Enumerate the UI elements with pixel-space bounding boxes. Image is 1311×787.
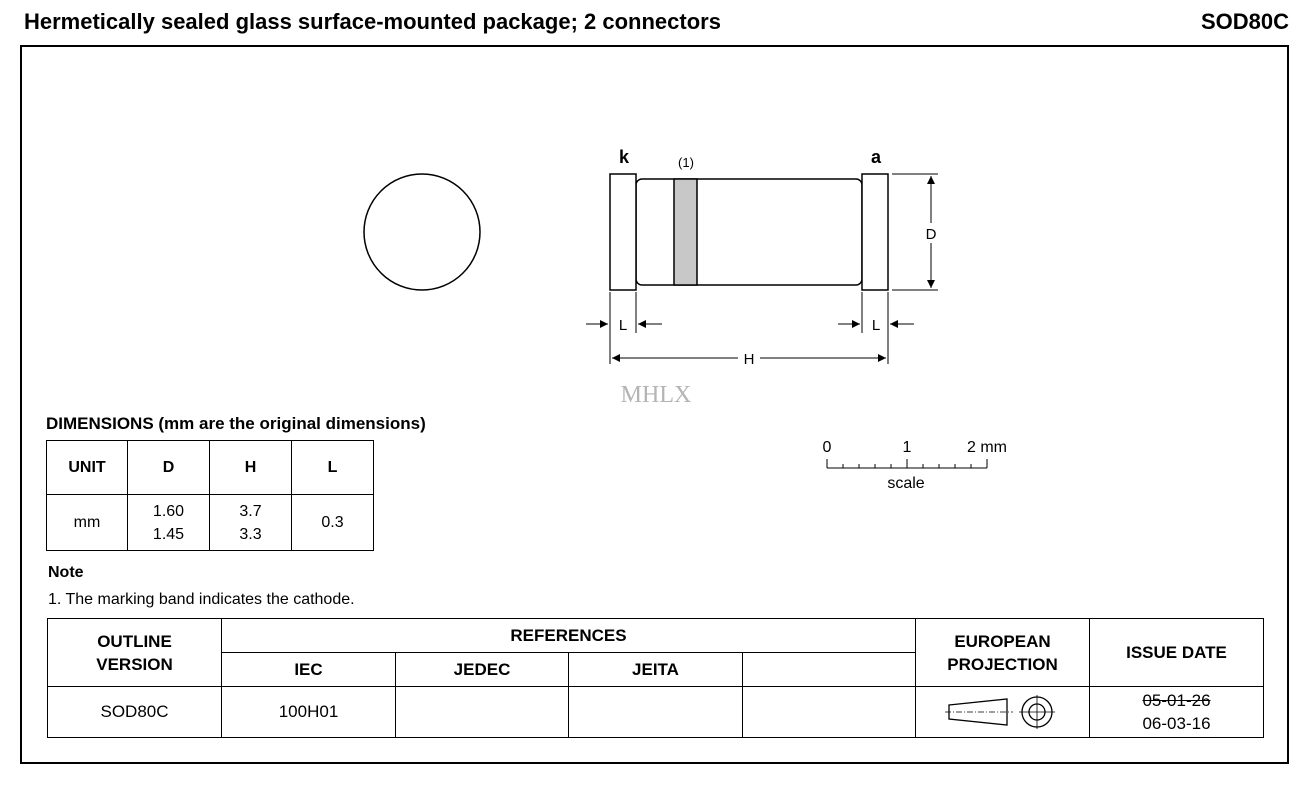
dim-h-max: 3.7 xyxy=(239,502,262,520)
dim-h-min: 3.3 xyxy=(239,525,262,543)
dim-h-value xyxy=(210,495,292,551)
issue-date-old: 05-01-26 xyxy=(1142,691,1211,710)
european-projection-header xyxy=(916,619,1090,687)
dim-l-value: 0.3 xyxy=(292,495,374,551)
anode-connector xyxy=(862,174,888,290)
body-outline xyxy=(636,179,862,285)
dim-unit-value: mm xyxy=(47,495,128,551)
scale-bar xyxy=(827,459,987,468)
blank-reference-header xyxy=(743,653,916,687)
dimensions-table xyxy=(46,440,374,551)
european-header-line1: EUROPEAN xyxy=(954,631,1051,651)
end-view-circle xyxy=(364,174,480,290)
extra-reference-value xyxy=(743,687,916,738)
outline-version-header xyxy=(48,619,222,687)
dim-l-right: L xyxy=(871,317,881,334)
cathode-connector xyxy=(610,174,636,290)
dim-header-d: D xyxy=(128,441,210,495)
dim-header-h: H xyxy=(210,441,292,495)
outline-header-line2: VERSION xyxy=(96,654,173,674)
dim-l-left: L xyxy=(618,317,628,334)
scale-label-0: 0 xyxy=(822,439,832,456)
jeita-header: JEITA xyxy=(569,653,743,687)
jedec-value xyxy=(396,687,569,738)
note-title: Note xyxy=(48,564,84,581)
scale-label-1: 1 xyxy=(902,439,912,456)
iec-value: 100H01 xyxy=(222,687,396,738)
issue-date-new: 06-03-16 xyxy=(1142,714,1211,733)
issue-date-header: ISSUE DATE xyxy=(1090,619,1264,687)
document-title: Hermetically sealed glass surface-mounted package; 2 connectors xyxy=(24,9,721,34)
anode-label: a xyxy=(870,147,882,167)
watermark: MHLX xyxy=(620,382,692,408)
references-header: REFERENCES xyxy=(222,619,916,653)
dim-d-min: 1.45 xyxy=(152,525,185,543)
dim-d-max: 1.60 xyxy=(152,502,185,520)
band-note-ref: (1) xyxy=(678,155,694,170)
dimensions-title: DIMENSIONS (mm are the original dimensions) xyxy=(46,414,426,433)
cathode-band xyxy=(674,179,697,285)
references-table xyxy=(47,618,1264,738)
scale-label-2: 2 mm xyxy=(967,439,1007,456)
dim-header-unit: UNIT xyxy=(47,441,128,495)
iec-header: IEC xyxy=(222,653,396,687)
jedec-header: JEDEC xyxy=(396,653,569,687)
dim-h-label: H xyxy=(743,351,755,368)
dim-d-value xyxy=(128,495,210,551)
dim-d-label: D xyxy=(925,226,937,243)
outline-header-line1: OUTLINE xyxy=(97,631,172,651)
cathode-label: k xyxy=(618,147,630,167)
scale-caption: scale xyxy=(887,475,925,492)
first-angle-projection-icon xyxy=(943,695,1063,729)
note-text: 1. The marking band indicates the cathode. xyxy=(48,591,355,608)
package-code: SOD80C xyxy=(1200,9,1289,34)
outline-version-value: SOD80C xyxy=(48,687,222,738)
projection-symbol-cell xyxy=(916,687,1090,738)
european-header-line2: PROJECTION xyxy=(947,654,1058,674)
jeita-value xyxy=(569,687,743,738)
issue-date-value xyxy=(1090,687,1264,738)
dim-header-l: L xyxy=(292,441,374,495)
